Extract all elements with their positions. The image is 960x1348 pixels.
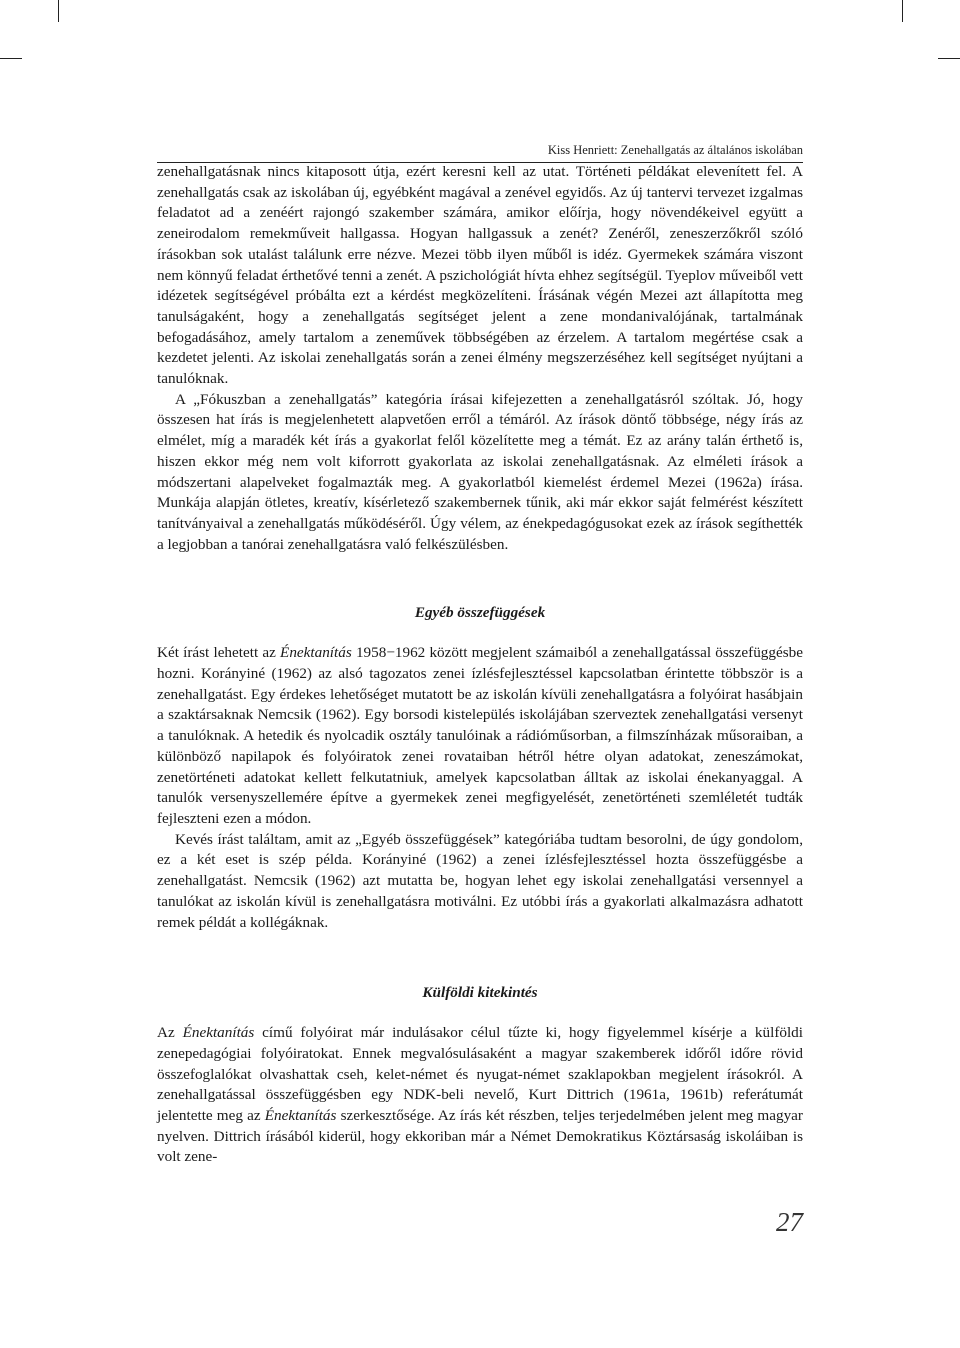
- paragraph-intro-1: zenehallgatásnak nincs kitaposott útja, ezért keresni kell az utat. Történeti példákat elevenített fel. A zenehallgatás csak az iskolában új, egyébként magával a zenével egyidős. Az új tantervi tervezet izgalmas feladatot ad a zenéért rajongó szakember számára, amikor előírja, hogy növendékeivel együtt a zeneirodalom remekműveit hallgassa. Hogyan hallgassuk a zenét? Zenéről, zeneszerzőkről szóló írásokban sok utalást találunk erre nézve. Mezei több ilyen műből is idéz. Gyermekek számára viszont nem könnyű feladat érthetővé tenni a zenét. A pszichológiát hívta ehhez segítségül. Tyeplov műveiből vett idézetek segítségével próbálta ezt a kérdést megközelíteni. Írásának végén Mezei azt állapította meg tanulságaként, hogy a zenehallgatás segítséget jelent a zene mondanivalójának, tartalmának befogadásához, amely tartalom a zeneművek többségében az érzelem. A tartalom megértése csak a kezdetet jelenti. Az iskolai zenehallgatás során a zenei élmény megszerzéséhez kell segítséget nyújtani a tanulóknak.: [157, 163, 803, 388]
- paragraph-egyeb-2: Kevés írást találtam, amit az „Egyéb összefüggések” kategóriába tudtam besorolni, de úgy gondolom, ez a két eset is szép példa. Korányiné (1962) a zenei ízlésfejlesztéssel hozta összefüggésbe a zenehallgatást. Nemcsik (1962) azt mutatta be, hogyan lehet egy iskolai zenehallgatási versennyel a tanulókat az iskolán kívül is zenehallgatásra motiválni. Ez utóbbi írás a gyakorlati alkalmazásra adhatott remek példát a kollégáknak.: [157, 830, 803, 931]
- section-heading-egyeb: Egyéb összefüggések: [414, 604, 546, 622]
- running-head: Kiss Henriett: Zenehallgatás az általános iskolában: [547, 143, 803, 157]
- page-body: [157, 162, 803, 1168]
- journal-title: Énektanítás: [182, 1024, 255, 1042]
- section-heading-kulfoldi: Külföldi kitekintés: [422, 984, 538, 1002]
- crop-mark-top-right: [902, 0, 903, 22]
- page-number: 27: [776, 1207, 803, 1237]
- journal-title: Énektanítás: [280, 644, 352, 662]
- journal-title: Énektanítás: [264, 1107, 337, 1125]
- crop-mark-left-top: [0, 58, 22, 59]
- crop-mark-right-top: [938, 58, 960, 59]
- crop-mark-top-left: [58, 0, 59, 22]
- paragraph-kulfoldi-1: Az Énektanítás című folyóirat már indulásakor célul tűzte ki, hogy figyelemmel kísérje a külföldi zenepedagógiai folyóiratokat. Ennek megvalósulásaként a magyar szakemberek időről időre rövid összefoglalókat olvashattak cseh, kelet-német és nyugat-német szaklapokban megjelent írásokról. A zenehallgatással összefüggésben egy NDK-beli nevelő, Kurt Dittrich (1961a, 1961b) referátumát jelentette meg az Énektanítás szerkesztősége. Az írás két részben, teljes terjedelmében jelent meg magyar nyelven. Dittrich írásából kiderül, hogy ekkoriban már a Német Demokratikus Köztársaság iskoláiban is volt zene-: [157, 1024, 803, 1166]
- paragraph-egyeb-1: Két írást lehetett az Énektanítás 1958−1962 között megjelent számaiból a zenehallgatással összefüggésbe hozni. Korányiné (1962) az alsó tagozatos zenei ízlésfejlesztéssel kapcsolatban érintette többször is a zenehallgatást. Egy érdekes lehetőséget mutatott be az iskolán kívüli zenehallgatásra a folyóirat hasábjain a szaktársaknak Nemcsik (1962). Egy borsodi kistelepülés iskolájában szerveztek zenehallgatási versenyt a tanulóknak. A hetedik és nyolcadik osztály tanulóinak a rádióműsorban, a filmszínházak műsoraiban, a különböző napilapok és folyóiratok zenei rovataiban hétről hétre olyan adatokat, zeneszámokat, zenetörténeti adatokat kellett felkutatniuk, amelyek kapcsolatban álltak az iskolai énekanyaggal. A tanulók versenyszellemére építve a gyermekek zenei megfigyelését, zenetörténeti szemléletét tudták fejleszteni ezen a módon.: [157, 644, 803, 827]
- paragraph-intro-2: A „Fókuszban a zenehallgatás” kategória írásai kifejezetten a zenehallgatásról szóltak. Jó, hogy összesen hat írás is megjelenhetett alapvetően erről a témáról. Az írások döntő többsége, négy írás az elmélet, míg a maradék két írás a gyakorlat felől közelítette meg a témát. Ez az arány talán érthető is, hiszen ekkor még nem volt kiforrott gyakorlata az iskolai zenehallgatásnak. Az elméleti írások a módszertani alapelveket fogalmazták meg. A gyakorlatból kiemelést érdemel Mezei (1962a) írása. Munkája alapján ötletes, kreatív, kísérletező szakembernek tűnik, aki már ekkor saját felmérést készített tanítványaival a zenehallgatás működéséről. Úgy vélem, az énekpedagógusokat ezek az írások segíthették a legjobban a tanórai zenehallgatásra való felkészülésben.: [157, 390, 803, 553]
